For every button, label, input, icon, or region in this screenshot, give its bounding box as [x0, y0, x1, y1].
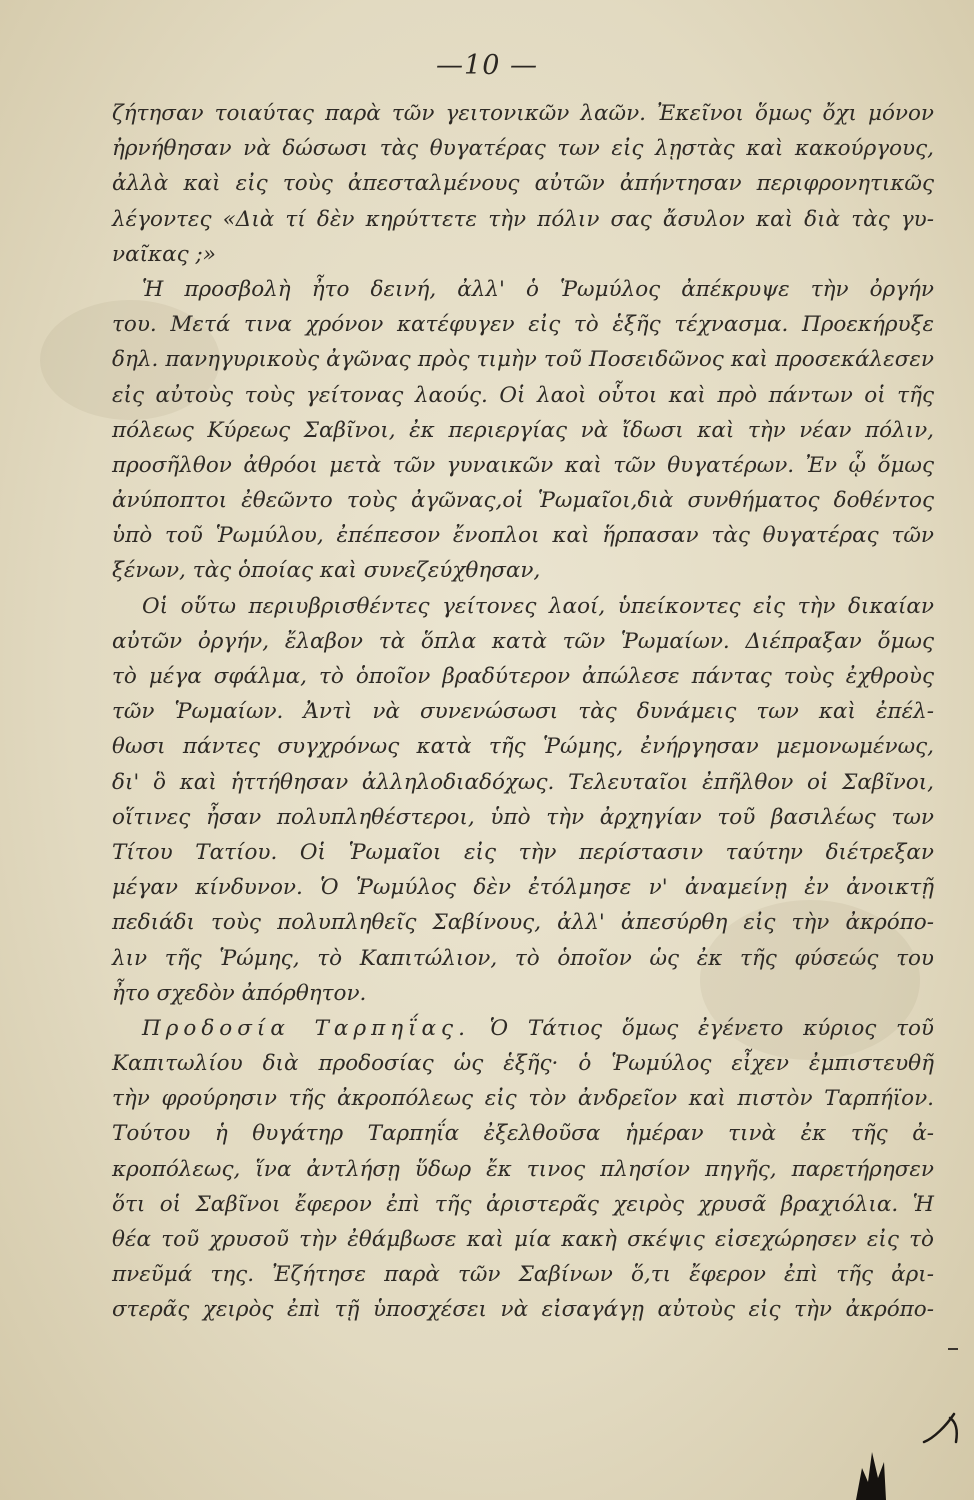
text-line: ἀλλὰ καὶ εἰς τοὺς ἀπεσταλμένους αὐτῶν ἀπήντησαν περιφρονητικῶς [112, 171, 934, 197]
text-line: ὑπὸ τοῦ Ῥωμύλου, ἐπέπεσον ἔνοπλοι καὶ ἥρπασαν τὰς θυγατέρας τῶν [112, 523, 934, 549]
text-line: στερᾶς χειρὸς ἐπὶ τῇ ὑποσχέσει νὰ εἰσαγάγῃ αὐτοὺς εἰς τὴν ἀκρόπο- [112, 1297, 934, 1323]
text-line: τῶν Ῥωμαίων. Ἀντὶ νὰ συνενώσωσι τὰς δυνάμεις των καὶ ἐπέλ- [112, 699, 934, 725]
text-line: ναῖκας ;» [112, 241, 216, 267]
text-line: δηλ. πανηγυρικοὺς ἀγῶνας πρὸς τιμὴν τοῦ Ποσειδῶνος καὶ προσεκάλεσεν [112, 347, 934, 373]
text-line: κροπόλεως, ἵνα ἀντλήσῃ ὕδωρ ἔκ τινος πλησίον πηγῆς, παρετήρησεν [112, 1156, 934, 1182]
section-heading: Προδοσία Ταρπηΐας. [142, 1015, 470, 1041]
body-text [112, 96, 934, 1328]
pen-scrawl-icon [920, 1408, 970, 1448]
text-line: ἦτο σχεδὸν ἀπόρθητον. [112, 980, 367, 1006]
text-line: του. Μετά τινα χρόνον κατέφυγεν εἰς τὸ ἑξῆς τέχνασμα. Προεκήρυξε [112, 312, 934, 338]
text-line: δι' ὃ καὶ ἡττήθησαν ἀλληλοδιαδόχως. Τελευταῖοι ἐπῆλθον οἱ Σαβῖνοι, [112, 769, 934, 795]
text-line: Τίτου Τατίου. Οἱ Ῥωμαῖοι εἰς τὴν περίστασιν ταύτην διέτρεξαν [112, 839, 934, 865]
text-line: τὸ μέγα σφάλμα, τὸ ὁποῖον βραδύτερον ἀπώλεσε πάντας τοὺς ἐχθροὺς [112, 664, 934, 689]
text-line: μέγαν κίνδυνον. Ὁ Ῥωμύλος δὲν ἐτόλμησε ν' ἀναμείνῃ ἐν ἀνοικτῇ [112, 875, 934, 901]
text-line: πνεῦμά της. Ἐζήτησε παρὰ τῶν Σαβίνων ὅ,τι ἔφερον ἐπὶ τῆς ἀρι- [112, 1262, 934, 1288]
text-line: αὐτῶν ὀργήν, ἔλαβον τὰ ὅπλα κατὰ τῶν Ῥωμαίων. Διέπραξαν ὅμως [112, 628, 934, 654]
text-line: Τούτου ἡ θυγάτηρ Ταρπηΐα ἐξελθοῦσα ἡμέραν τινὰ ἐκ τῆς ἀ- [112, 1121, 934, 1147]
text-line: θέα τοῦ χρυσοῦ τὴν ἐθάμβωσε καὶ μία κακὴ σκέψις εἰσεχώρησεν εἰς τὸ [112, 1227, 934, 1252]
text-line: λέγοντες «Διὰ τί δὲν κηρύττετε τὴν πόλιν σας ἄσυλον καὶ διὰ τὰς γυ- [112, 206, 934, 232]
text-line: πεδιάδι τοὺς πολυπληθεῖς Σαβίνους, ἀλλ' ἀπεσύρθη εἰς τὴν ἀκρόπο- [112, 910, 934, 936]
text-line: οἵτινες ἦσαν πολυπληθέστεροι, ὑπὸ τὴν ἀρχηγίαν τοῦ βασιλέως των [112, 804, 934, 830]
paragraph-start-line: Προδοσία Ταρπηΐας. Ὁ Τάτιος ὅμως ἐγένετο κύριος τοῦ [142, 1015, 934, 1041]
text-line: ξένων, τὰς ὁποίας καὶ συνεζεύχθησαν, [112, 558, 541, 584]
text-line: πόλεως Κύρεως Σαβῖνοι, ἐκ περιεργίας νὰ ἴδωσι καὶ τὴν νέαν πόλιν, [112, 417, 934, 443]
margin-dash [948, 1348, 958, 1350]
page-number: —10 — [436, 50, 538, 81]
text-line: προσῆλθον ἀθρόοι μετὰ τῶν γυναικῶν καὶ τῶν θυγατέρων. Ἐν ᾧ ὅμως [112, 452, 934, 478]
ink-blot-icon [838, 1448, 898, 1500]
text-line: ζήτησαν τοιαύτας παρὰ τῶν γειτονικῶν λαῶν. Ἐκεῖνοι ὅμως ὄχι μόνον [112, 101, 934, 126]
paragraph-start-line: Ἡ προσβολὴ ἦτο δεινή, ἀλλ' ὁ Ῥωμύλος ἀπέκρυψε τὴν ὀργήν [142, 276, 934, 302]
text-line: λιν τῆς Ῥώμης, τὸ Καπιτώλιον, τὸ ὁποῖον ὡς ἐκ τῆς φύσεώς του [112, 945, 934, 971]
text-line: ἠρνήθησαν νὰ δώσωσι τὰς θυγατέρας των εἰς λῃστὰς καὶ κακούργους, [112, 136, 934, 162]
text-line: εἰς αὐτοὺς τοὺς γείτονας λαούς. Οἱ λαοὶ οὗτοι καὶ πρὸ πάντων οἱ τῆς [112, 382, 934, 408]
text-line: ἀνύποπτοι ἐθεῶντο τοὺς ἀγῶνας,οἱ Ῥωμαῖοι,διὰ συνθήματος δοθέντος [112, 488, 934, 514]
text-line: τὴν φρούρησιν τῆς ἀκροπόλεως εἰς τὸν ἀνδρεῖον καὶ πιστὸν Ταρπήϊον. [112, 1086, 934, 1112]
paragraph-start-line: Οἱ οὕτω περιυβρισθέντες γείτονες λαοί, ὑπείκοντες εἰς τὴν δικαίαν [142, 593, 934, 619]
text-line: θωσι πάντες συγχρόνως κατὰ τῆς Ῥώμης, ἐνήργησαν μεμονωμένως, [112, 734, 934, 760]
text-line: ὅτι οἱ Σαβῖνοι ἔφερον ἐπὶ τῆς ἀριστερᾶς χειρὸς χρυσᾶ βραχιόλια. Ἡ [112, 1191, 934, 1217]
text-line: Καπιτωλίου διὰ προδοσίας ὡς ἑξῆς· ὁ Ῥωμύλος εἶχεν ἐμπιστευθῆ [112, 1051, 934, 1077]
